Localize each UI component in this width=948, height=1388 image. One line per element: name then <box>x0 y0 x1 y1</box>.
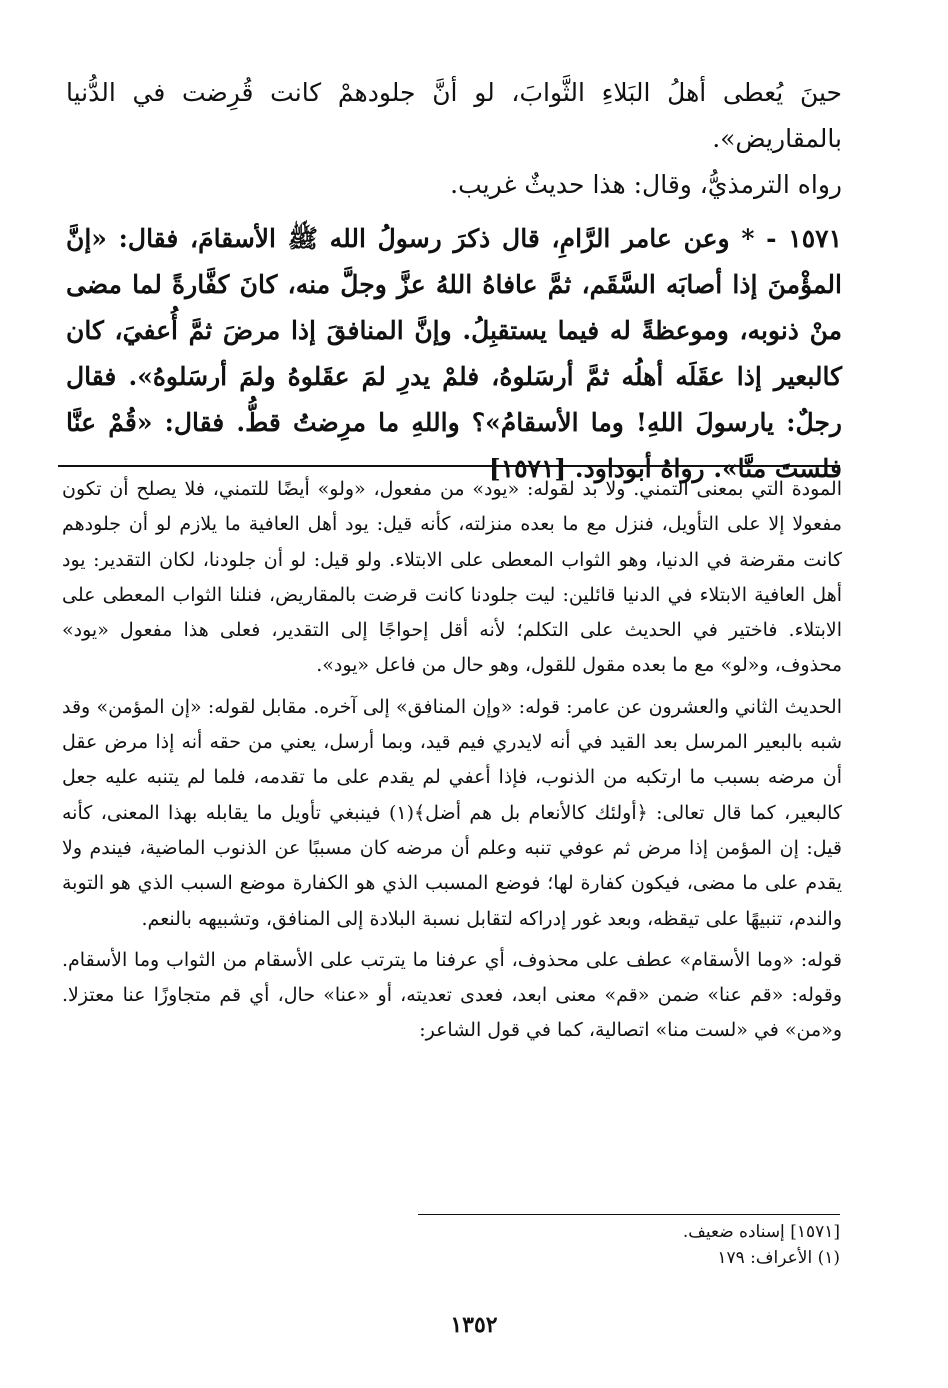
footnote-1571: [١٥٧١] إسناده ضعيف. <box>682 1222 840 1242</box>
commentary-section <box>62 472 842 1055</box>
hadith-1570-ending: حينَ يُعطى أهلُ البَلاءِ الثَّوابَ، لو أنَّ جلودهمْ كانت قُرِضت في الدُّنيا بالمقاريض». <box>66 78 842 153</box>
commentary-paragraph-1: المودة التي بمعنى التمني. ولا بد لقوله: «يود» من مفعول، «ولو» أيضًا للتمني، فلا يصلح أن تكون مفعولا إلا على التأويل، فنزل مع ما بعده منزلته، كأنه قيل: يود أهل العافية ما يلازم لو أن جلودهم كانت مقرضة في الدنيا، وهو الثواب المعطى على الابتلاء. ولو قيل: لو أن جلودنا، لكان التقدير: يود أهل العافية الابتلاء في الدنيا قائلين: ليت جلودنا كانت قرضت بالمقاريض، فنلنا الثواب المعطى على الابتلاء. فاختير في الحديث على التكلم؛ لأنه أقل إحواجًا إلى التقدير، فعلى هذا مفعول «يود» محذوف، و«لو» مع ما بعده مقول للقول، وهو حال من فاعل «يود». <box>62 478 842 677</box>
footnotes <box>418 1219 840 1271</box>
hadith-1570-source: رواه الترمذيُّ، وقال: هذا حديثٌ غريب. <box>450 170 842 199</box>
commentary-paragraph-3: قوله: «وما الأسقام» عطف على محذوف، أي عرفنا ما يترتب على الأسقام من الثواب وما الأسقام. وقوله: «قم عنا» ضمن «قم» معنى ابعد، فعدى تعديته، أو «عنا» حال، أي قم متجاوزًا عنا معتزلا. و«من» في «لست منا» اتصالية، كما في قول الشاعر: <box>62 948 842 1042</box>
main-separator-line <box>58 465 840 467</box>
main-text <box>66 70 842 492</box>
commentary-paragraph-2: الحديث الثاني والعشرون عن عامر: قوله: «وإن المنافق» إلى آخره. مقابل لقوله: «إن المؤمن» وقد شبه بالبعير المرسل بعد القيد في أنه لايدري فيم قيد، وبما أرسل، يعني من حقه أنه إذا مرض عقل أن مرضه بسبب ما ارتكبه من الذنوب، فإذا أعفي لم يقدم على ما تقدمه، فلما لم يتنبه عليه جعل كالبعير، كما قال تعالى: ﴿أولئك كالأنعام بل هم أضل﴾(١) فينبغي تأويل ما يقابله بهذا المعنى، كأنه قيل: إن المؤمن إذا مرض ثم عوفي تنبه وعلم أن مرضه كان مسببًا عن الذنوب الماضية، فيندم ولا يقدم على ما مضى، فيكون كفارة لها؛ فوضع المسبب الذي هو الكفارة موضع السبب الذي هو التوبة والندم، تنبيهًا على تيقظه، وبعد غور إدراكه لتقابل نسبة البلادة إلى المنافق، وتشبيهه بالنعم. <box>62 695 842 930</box>
footnote-separator-line <box>418 1214 840 1215</box>
page-number: ١٣٥٢ <box>450 1312 498 1338</box>
footnote-1: (١) الأعراف: ١٧٩ <box>717 1248 840 1268</box>
hadith-1571: ١٥٧١ - * وعن عامر الرَّامِ، قال ذكرَ رسولُ الله ﷺ الأسقامَ، فقال: «إنَّ المؤْمنَ إذا أصابَه السَّقَم، ثمَّ عافاهُ اللهُ عزَّ وجلَّ منه، كانَ كفَّارةً لما مضى منْ ذنوبه، وموعظةً له فيما يستقبِلُ. وإنَّ المنافقَ إذا مرضَ ثمَّ أُعفيَ، كان كالبعير إذا عقَلَه أهلُه ثمَّ أرسَلوهُ، فلمْ يدرِ لمَ عقَلوهُ ولمَ أرسَلوهُ». فقال رجلٌ: يارسولَ اللهِ! وما الأسقامُ»؟ واللهِ ما مرِضتُ قطُّ. فقال: «قُمْ عنَّا فلستَ منَّا». رواهُ أبوداود. [١٥٧١] <box>66 224 842 483</box>
